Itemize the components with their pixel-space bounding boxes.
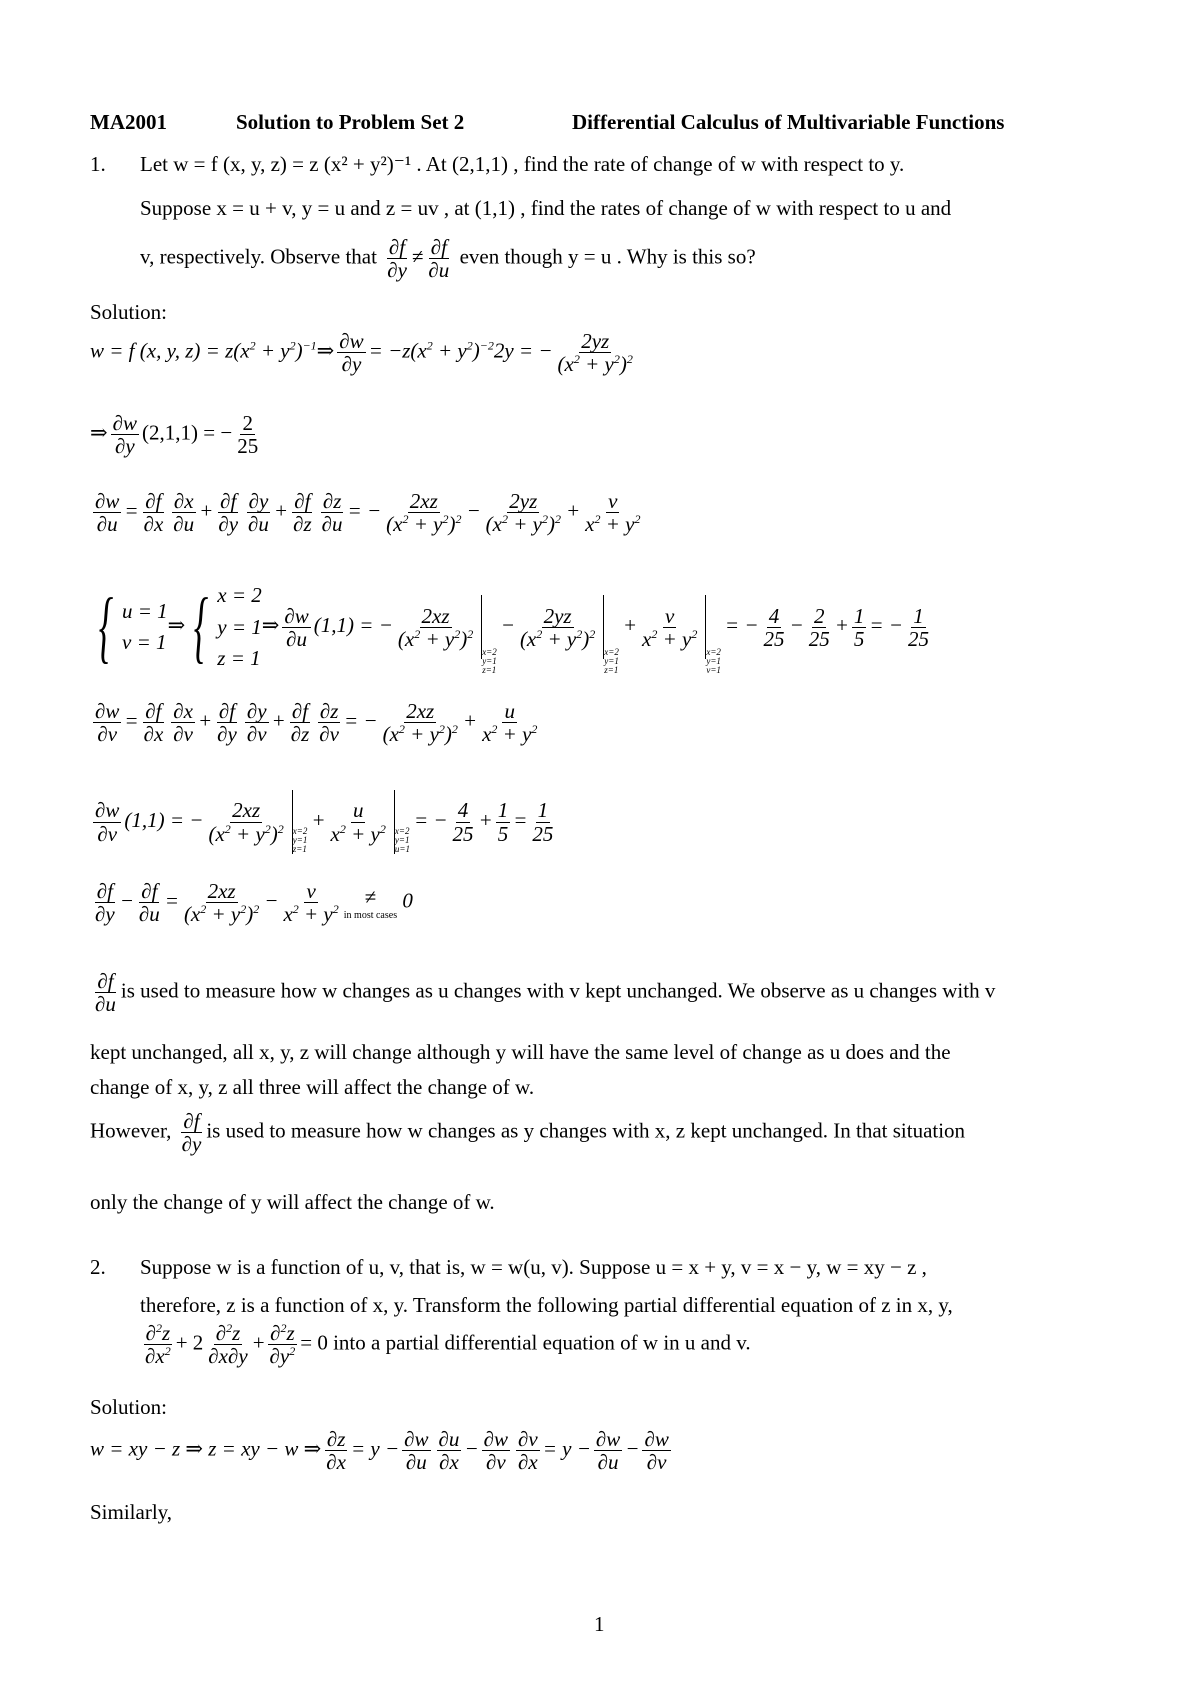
similarly-text: Similarly,: [90, 1500, 173, 1524]
partial-f-y-fraction: $\frac{\partial f}{\partial y}$: [387, 235, 407, 283]
explanation-1-line3: change of x, y, z all three will affect the change of w.: [90, 1075, 535, 1099]
in-most-cases-note: in most cases: [343, 909, 398, 921]
explanation-1-line2: kept unchanged, all x, y, z will change although y will have the same level of change as u does and the: [90, 1040, 951, 1064]
explanation-1-line1: $\frac{\partial f}{\partial u}$ is used to measure how w changes as u changes with v kept unchanged. We observe as u changes with v: [95, 969, 996, 1017]
problem1-line2: Suppose x = u + v, y = u and z = uv , at (1,1) , find the rates of change of w with respect to u and: [140, 196, 952, 220]
equation-dw-dy: w = f (x, y, $z) = z(x^2$ + $y^2)^{-1}\Rightarrow$ $\frac{\partial w}{\partial y}$ = $-z(x^2 + y^2)^{-2}2y$ = − $\frac{2yz}{(x^2 + y^2)^2}$: [90, 329, 633, 377]
explanation-2-text: is used to measure how w changes as y changes with x, z kept unchanged. In that situation: [206, 1118, 966, 1143]
partial-f-u-fraction: $\frac{\partial f}{\partial u}$: [428, 235, 450, 283]
equation-difference: $\frac{\partial f}{\partial y}$ − $\frac{\partial f}{\partial u}$ = $\frac{2xz}{(x^2 + y^2)^2}$ − $\frac{v}{x^2 + y^2}$ ≠ in most cases 0: [95, 879, 413, 927]
course-code: MA2001: [90, 110, 167, 134]
problem2-line2: therefore, z is a function of x, y. Transform the following partial differential equation of z in x, y,: [140, 1293, 953, 1317]
equation-dz-dx: w = xy − z ⇒ z = xy − w ⇒ $\frac{\partial z}{\partial x}$ = y − $\frac{\partial w}{\partial u}$ $\frac{\partial u}{\partial x}$ − $\frac{\partial w}{\partial v}$ $\frac{\partial v}{\partial x}$ = y − $\frac{\partial w}{\partial u}$ − $\frac{\partial w}{\partial v}$: [90, 1427, 669, 1475]
solution-label: Solution:: [90, 300, 168, 324]
explanation-2-line2: only the change of y will affect the change of w.: [90, 1190, 495, 1214]
problem2-line3-suffix: = 0 into a partial differential equation of w in u and v.: [300, 1330, 751, 1355]
problem2-pde: $\frac{\partial^2z}{\partial x^2}$ + 2 $\frac{\partial^2z}{\partial x\partial y}$ + $\frac{\partial^2z}{\partial y^2}$ = 0 into a partial differential equation of w in u and v.: [145, 1321, 751, 1369]
explanation-1-text-a: is used to measure how w changes as u changes with v kept unchanged. We observe as u changes with v: [120, 978, 996, 1003]
problem1-line3: v, respectively. Observe that $\frac{\partial f}{\partial y}$ ≠ $\frac{\partial f}{\partial u}$ even though y = u . Why is this so?: [140, 235, 756, 283]
problem2-line1: Suppose w is a function of u, v, that is, w = w(u, v). Suppose u = x + y, v = x − y, w = xy − z ,: [140, 1255, 927, 1279]
equation-dw-du-value: { u = 1 v = 1 ⇒ { x = 2 y = 1 z = 1 ⇒ $\frac{\partial w}{\partial u}$ (1,1) = − $\frac{2xz}{(x^2 + y^2)^2}$ x=2 y=1 z=1 − $\frac{2yz}{(x^2 + y^2)^2}$ x=2 y=1 z=1 + $\frac{v}{x^2 + y^2}$ x=2 y=1 v=1 = − $\frac{4}{25}$ − $\frac{2}{25}$ + $\frac{1}{5}$ = − $\frac{1}{25}$: [98, 583, 929, 675]
equation-dw-dv: $\frac{\partial w}{\partial v}$ = $\frac{\partial f}{\partial x}$ $\frac{\partial x}{\partial v}$ + $\frac{\partial f}{\partial y}$ $\frac{\partial y}{\partial v}$ + $\frac{\partial f}{\partial z}$ $\frac{\partial z}{\partial v}$ = − $\frac{2xz}{(x^2 + y^2)^2}$ + $\frac{u}{x^2 + y^2}$: [95, 699, 538, 747]
equation-dw-du: $\frac{\partial w}{\partial u}$ = $\frac{\partial f}{\partial x}$ $\frac{\partial x}{\partial u}$ + $\frac{\partial f}{\partial y}$ $\frac{\partial y}{\partial u}$ + $\frac{\partial f}{\partial z}$ $\frac{\partial z}{\partial u}$ = − $\frac{2xz}{(x^2 + y^2)^2}$ − $\frac{2yz}{(x^2 + y^2)^2}$ + $\frac{v}{x^2 + y^2}$: [95, 489, 641, 537]
topic-title: Differential Calculus of Multivariable Functions: [572, 110, 1005, 134]
page-number: 1: [594, 1612, 605, 1636]
problem1-line3-prefix: v, respectively. Observe that: [140, 244, 377, 269]
problem1-line1: Let w = f (x, y, z) = z (x² + y²)⁻¹ . At (2,1,1) , find the rate of change of w with respect to y.: [140, 152, 905, 176]
explanation-2-line1: However, $\frac{\partial f}{\partial y}$ is used to measure how w changes as y changes with x, z kept unchanged. In that situation: [90, 1109, 966, 1157]
equation-dw-dy-value: ⇒ $\frac{\partial w}{\partial y}$ (2,1,1) = − $\frac{2}{25}$: [90, 411, 259, 459]
problem1-number: 1.: [90, 152, 106, 176]
problem1-line3-suffix: even though y = u . Why is this so?: [459, 244, 756, 269]
equation-dw-dv-value: $\frac{\partial w}{\partial v}$ (1,1) = − $\frac{2xz}{(x^2 + y^2)^2}$ x=2 y=1 z=1 + $\frac{u}{x^2 + y^2}$ x=2 y=1 u=1 = − $\frac{4}{25}$ + $\frac{1}{5}$ = $\frac{1}{25}$: [90, 790, 558, 854]
explanation-2-prefix: However,: [90, 1118, 172, 1143]
solution2-label: Solution:: [90, 1395, 168, 1419]
problem2-number: 2.: [90, 1255, 106, 1279]
set-title: Solution to Problem Set 2: [236, 110, 465, 134]
